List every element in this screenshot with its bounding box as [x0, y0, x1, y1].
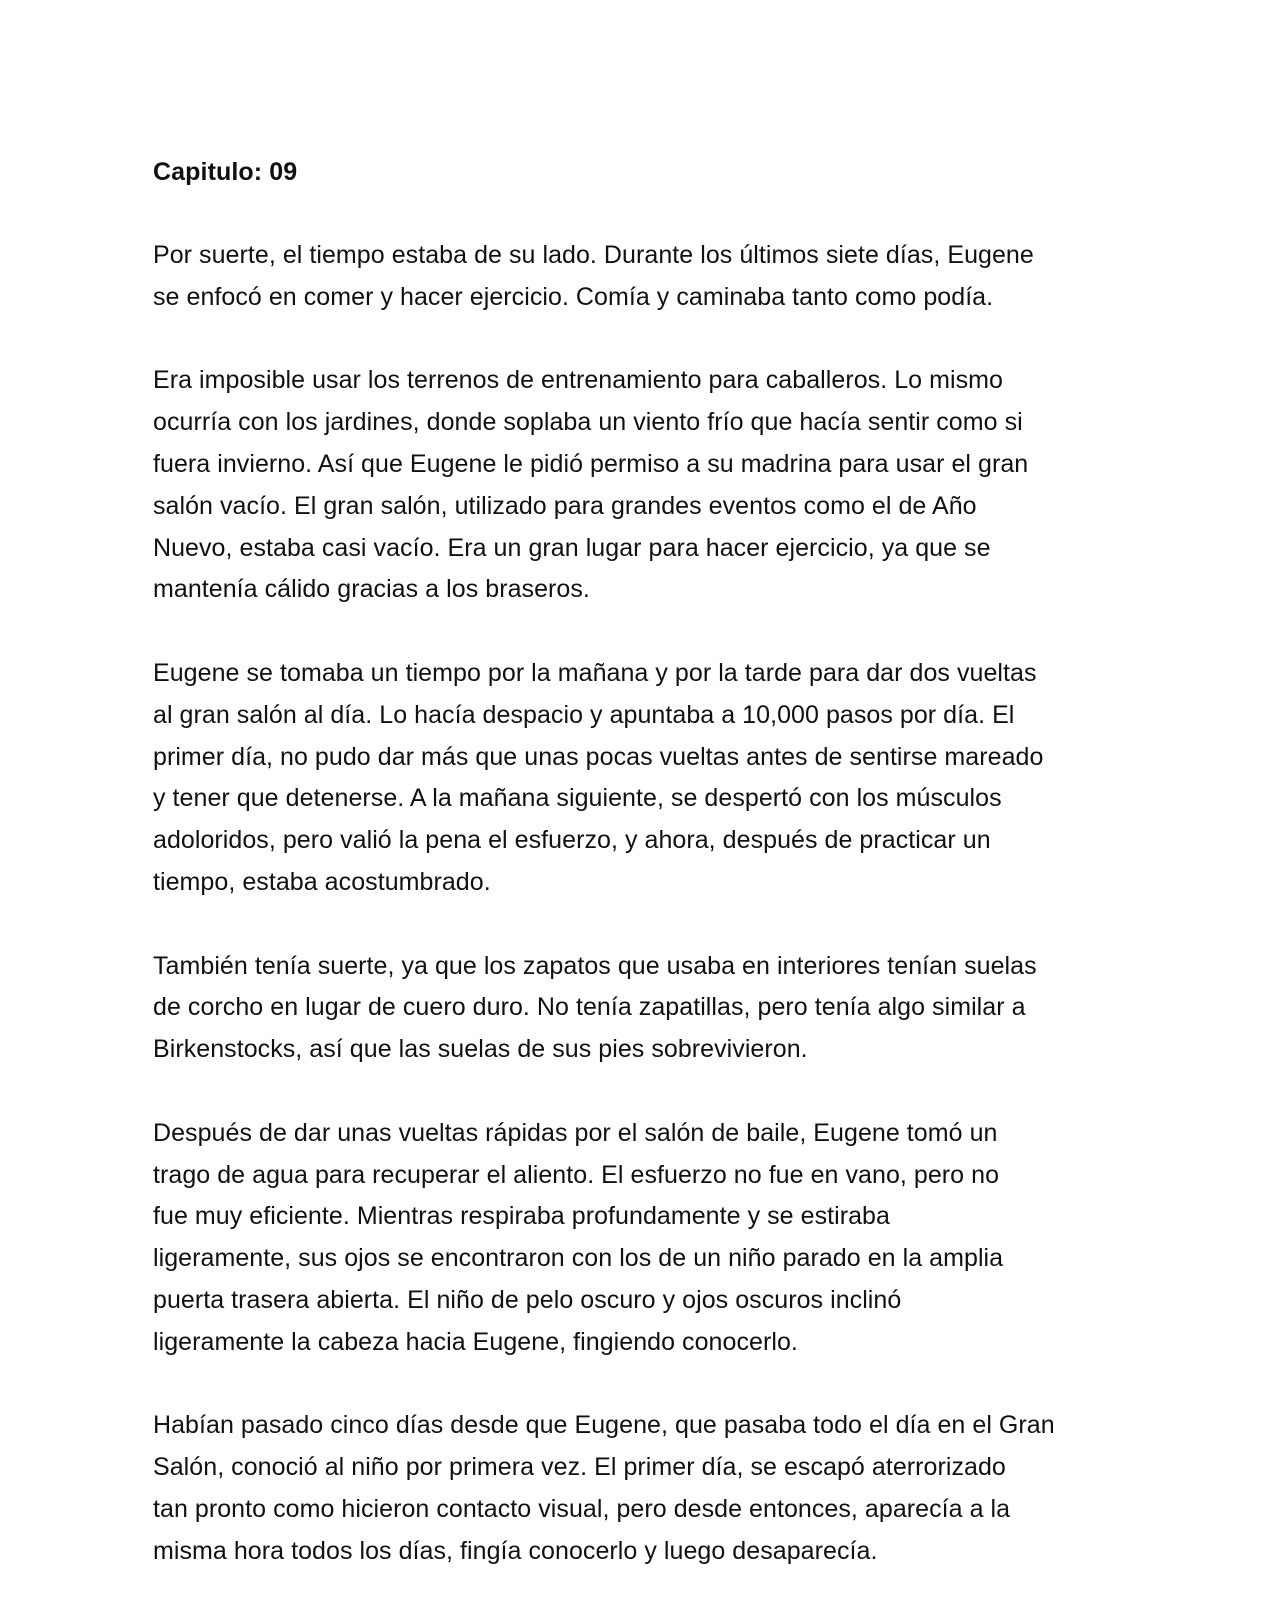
text-line: tiempo, estaba acostumbrado. [153, 867, 491, 896]
paragraph [153, 235, 1133, 319]
paragraph [153, 360, 1133, 611]
paragraph [153, 1405, 1133, 1572]
paragraph [153, 1113, 1133, 1364]
document-body [153, 151, 1133, 1614]
paragraph [153, 653, 1133, 904]
text-line: adoloridos, pero valió la pena el esfuerzo, y ahora, después de practicar un [153, 826, 991, 855]
paragraph [153, 946, 1133, 1071]
text-line: ligeramente la cabeza hacia Eugene, fingiendo conocerlo. [153, 1327, 798, 1356]
text-line: ligeramente, sus ojos se encontraron con los de un niño parado en la amplia [153, 1244, 1004, 1273]
text-line: de corcho en lugar de cuero duro. No tenía zapatillas, pero tenía algo similar a [153, 993, 1026, 1022]
text-line: Habían pasado cinco días desde que Eugene, que pasaba todo el día en el Gran [153, 1411, 1055, 1440]
text-line: También tenía suerte, ya que los zapatos que usaba en interiores tenían suelas [153, 951, 1037, 980]
text-line: Nuevo, estaba casi vacío. Era un gran lugar para hacer ejercicio, ya que se [153, 533, 991, 562]
text-line: Era imposible usar los terrenos de entrenamiento para caballeros. Lo mismo [153, 366, 1003, 395]
text-line: Birkenstocks, así que las suelas de sus pies sobrevivieron. [153, 1035, 808, 1064]
text-line: ocurría con los jardines, donde soplaba un viento frío que hacía sentir como si [153, 408, 1023, 437]
text-line: mantenía cálido gracias a los braseros. [153, 575, 590, 604]
chapter-title: Capitulo: 09 [153, 158, 298, 186]
text-line: Por suerte, el tiempo estaba de su lado. Durante los últimos siete días, Eugene [153, 241, 1034, 269]
text-line: primer día, no pudo dar más que unas pocas vueltas antes de sentirse mareado [153, 742, 1044, 771]
text-line: Después de dar unas vueltas rápidas por el salón de baile, Eugene tomó un [153, 1118, 998, 1147]
text-line: al gran salón al día. Lo hacía despacio y apuntaba a 10,000 pasos por día. El [153, 700, 1015, 729]
text-line: se enfocó en comer y hacer ejercicio. Comía y caminaba tanto como podía. [153, 282, 994, 311]
text-line: salón vacío. El gran salón, utilizado para grandes eventos como el de Año [153, 491, 977, 520]
text-line: tan pronto como hicieron contacto visual, pero desde entonces, aparecía a la [153, 1494, 1011, 1523]
text-line: Eugene se tomaba un tiempo por la mañana y por la tarde para dar dos vueltas [153, 658, 1037, 687]
text-line: puerta trasera abierta. El niño de pelo oscuro y ojos oscuros inclinó [153, 1285, 902, 1314]
text-line: fue muy eficiente. Mientras respiraba profundamente y se estiraba [153, 1202, 890, 1231]
text-line: misma hora todos los días, fingía conocerlo y luego desaparecía. [153, 1536, 878, 1565]
text-line: fuera invierno. Así que Eugene le pidió permiso a su madrina para usar el gran [153, 449, 1029, 478]
text-line: Salón, conoció al niño por primera vez. El primer día, se escapó aterrorizado [153, 1453, 1006, 1482]
text-line: y tener que detenerse. A la mañana siguiente, se despertó con los músculos [153, 784, 1002, 813]
text-line: trago de agua para recuperar el aliento. El esfuerzo no fue en vano, pero no [153, 1160, 1000, 1189]
